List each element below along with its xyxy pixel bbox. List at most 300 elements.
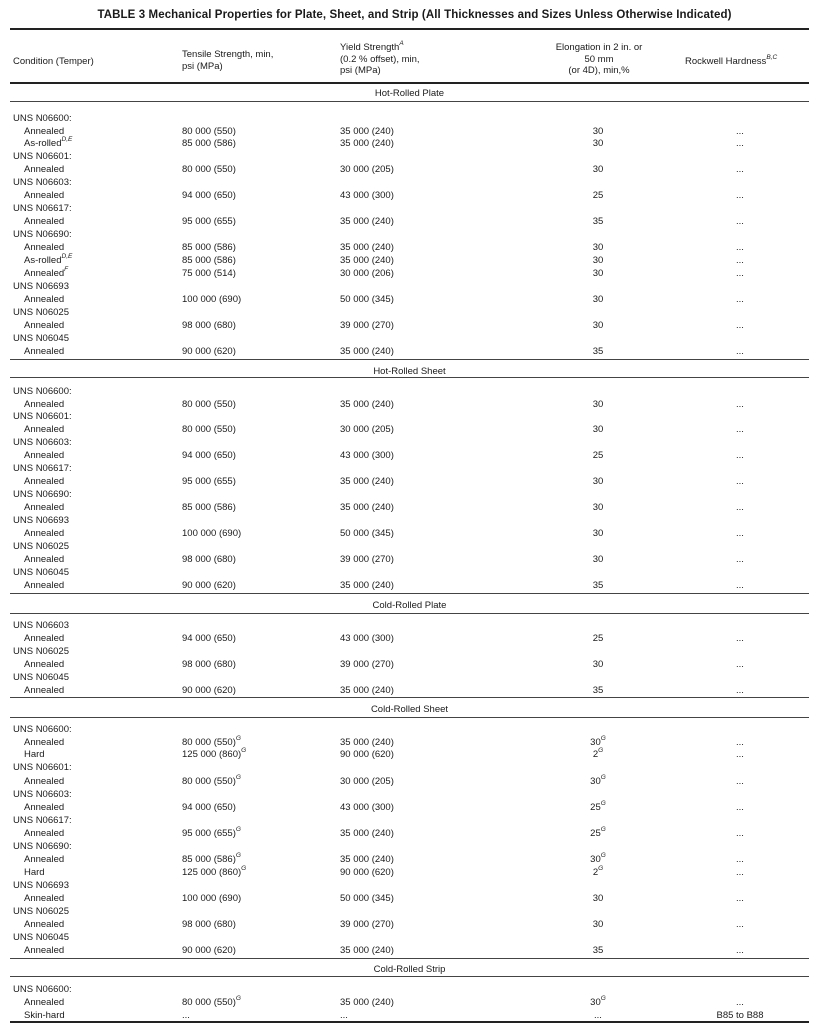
rockwell-cell: ... xyxy=(736,554,744,565)
table-row xyxy=(0,528,829,540)
rockwell-cell: B85 to B88 xyxy=(716,1010,764,1021)
condition-cell xyxy=(24,776,64,788)
condition-text: As-rolled xyxy=(24,138,62,149)
table-row xyxy=(0,138,829,150)
elongation-value: 30 xyxy=(592,126,604,137)
elongation-cell xyxy=(573,126,623,138)
tensile-cell xyxy=(182,450,292,462)
condition-text: UNS N06690: xyxy=(13,229,72,240)
alloy-heading xyxy=(13,463,72,475)
table-row xyxy=(0,424,829,436)
header-rockwell: Rockwell Hardness$^{B,C}$ xyxy=(685,54,778,67)
condition-cell xyxy=(24,828,64,840)
table-row xyxy=(0,489,829,501)
rockwell-cell: ... xyxy=(736,528,744,539)
elongation-cell xyxy=(573,242,623,254)
condition-text: Annealed xyxy=(24,320,65,331)
elongation-value: 25 xyxy=(590,828,601,839)
condition-cell xyxy=(24,346,64,358)
table-row xyxy=(0,268,829,280)
table-row xyxy=(0,502,829,514)
alloy-heading xyxy=(13,177,72,189)
table-row xyxy=(0,685,829,697)
table-row xyxy=(0,554,829,566)
elongation-value: 30 xyxy=(592,268,604,279)
elongation-cell xyxy=(573,138,623,150)
tensile-value: 85 000 (586) xyxy=(182,854,236,865)
elongation-cell xyxy=(573,776,623,788)
table-row xyxy=(0,255,829,267)
elongation-cell xyxy=(573,320,623,332)
elongation-value: 30 xyxy=(592,659,604,670)
condition-cell xyxy=(24,190,64,202)
yield-cell: 35 000 (240) xyxy=(340,242,394,253)
alloy-heading xyxy=(13,151,72,163)
footnote-marker: G xyxy=(241,865,247,872)
condition-text: Annealed xyxy=(24,346,65,357)
condition-text: UNS N06025 xyxy=(13,541,69,552)
tensile-value: 90 000 (620) xyxy=(182,580,236,591)
table-row xyxy=(0,333,829,345)
section-title-rule xyxy=(10,976,809,977)
rockwell-cell: ... xyxy=(736,802,744,813)
rockwell-cell: ... xyxy=(736,919,744,930)
table-row xyxy=(0,320,829,332)
yield-cell: 35 000 (240) xyxy=(340,580,394,591)
tensile-value: 94 000 (650) xyxy=(182,190,236,201)
footnote-marker: G xyxy=(235,852,241,859)
condition-text: Annealed xyxy=(24,945,65,956)
table-row xyxy=(0,880,829,892)
tensile-value: 85 000 (586) xyxy=(182,255,236,266)
condition-text: Annealed xyxy=(24,424,65,435)
table-row xyxy=(0,515,829,527)
table-row xyxy=(0,463,829,475)
alloy-heading xyxy=(13,984,72,996)
tensile-value: 125 000 (860) xyxy=(182,867,242,878)
elongation-cell xyxy=(573,190,623,202)
elongation-value: 30 xyxy=(592,554,604,565)
section-divider xyxy=(10,593,809,594)
footnote-marker: D,E xyxy=(61,136,73,143)
condition-text: Annealed xyxy=(24,633,65,644)
section-title-rule xyxy=(10,613,809,614)
elongation-value: 30 xyxy=(590,737,601,748)
table-row xyxy=(0,307,829,319)
rockwell-cell: ... xyxy=(736,502,744,513)
elongation-cell xyxy=(573,802,623,814)
alloy-heading xyxy=(13,411,72,423)
elongation-value: 25 xyxy=(590,802,601,813)
elongation-cell xyxy=(573,216,623,228)
table-row xyxy=(0,646,829,658)
footnote-marker: G xyxy=(235,735,241,742)
condition-text: UNS N06690: xyxy=(13,489,72,500)
alloy-heading xyxy=(13,724,72,736)
rockwell-cell: ... xyxy=(736,854,744,865)
condition-cell xyxy=(24,216,64,228)
tensile-cell xyxy=(182,828,292,840)
bottom-rule xyxy=(10,1021,809,1023)
section-divider xyxy=(10,82,809,84)
condition-text: As-rolled xyxy=(24,255,62,266)
yield-cell: 35 000 (240) xyxy=(340,255,394,266)
yield-cell: 35 000 (240) xyxy=(340,945,394,956)
rockwell-cell: ... xyxy=(736,776,744,787)
tensile-cell xyxy=(182,893,292,905)
condition-cell xyxy=(24,685,64,697)
condition-text: Annealed xyxy=(24,854,65,865)
rockwell-cell: ... xyxy=(736,320,744,331)
tensile-cell xyxy=(182,242,292,254)
yield-cell: 35 000 (240) xyxy=(340,854,394,865)
elongation-value: 30 xyxy=(592,399,604,410)
rockwell-cell: ... xyxy=(736,580,744,591)
tensile-cell xyxy=(182,554,292,566)
section-title: Cold-Rolled Plate xyxy=(372,600,447,611)
table-row xyxy=(0,828,829,840)
condition-cell xyxy=(24,867,45,879)
elongation-cell xyxy=(573,867,623,879)
section-title-rule xyxy=(10,717,809,718)
tensile-value: 80 000 (550) xyxy=(182,399,236,410)
condition-cell xyxy=(24,502,64,514)
condition-text: Annealed xyxy=(24,268,65,279)
condition-text: Skin-hard xyxy=(24,1010,65,1021)
condition-text: Annealed xyxy=(24,126,65,137)
tensile-cell xyxy=(182,476,292,488)
elongation-cell xyxy=(573,528,623,540)
table-row xyxy=(0,281,829,293)
yield-cell: 35 000 (240) xyxy=(340,126,394,137)
elongation-value: 30 xyxy=(590,997,601,1008)
tensile-cell xyxy=(182,255,292,267)
yield-cell: 35 000 (240) xyxy=(340,476,394,487)
footnote-marker: G xyxy=(600,826,606,833)
footnote-marker: G xyxy=(600,800,606,807)
elongation-value: 30 xyxy=(592,255,604,266)
elongation-value: 25 xyxy=(592,190,604,201)
tensile-value: 80 000 (550) xyxy=(182,424,236,435)
tensile-value: 85 000 (586) xyxy=(182,138,236,149)
condition-text: Annealed xyxy=(24,242,65,253)
elongation-cell xyxy=(573,268,623,280)
condition-cell xyxy=(24,294,64,306)
section-title: Hot-Rolled Plate xyxy=(374,88,445,99)
elongation-cell xyxy=(573,828,623,840)
section-divider xyxy=(10,958,809,959)
condition-text: UNS N06600: xyxy=(13,984,72,995)
elongation-value: 30 xyxy=(592,424,604,435)
table-row xyxy=(0,854,829,866)
condition-cell xyxy=(24,737,64,749)
alloy-heading xyxy=(13,541,69,553)
condition-cell xyxy=(24,528,64,540)
elongation-cell xyxy=(573,424,623,436)
rockwell-cell: ... xyxy=(736,424,744,435)
tensile-cell xyxy=(182,320,292,332)
section-title-rule xyxy=(10,101,809,102)
tensile-cell xyxy=(182,528,292,540)
condition-cell xyxy=(24,633,64,645)
section-divider xyxy=(10,697,809,698)
elongation-cell xyxy=(573,450,623,462)
condition-text: UNS N06025 xyxy=(13,307,69,318)
elongation-value: ... xyxy=(594,1010,602,1021)
top-rule xyxy=(10,28,809,30)
condition-text: Hard xyxy=(24,749,45,760)
yield-cell: 90 000 (620) xyxy=(340,749,394,760)
tensile-cell xyxy=(182,854,292,866)
tensile-value: 98 000 (680) xyxy=(182,320,236,331)
elongation-value: 35 xyxy=(592,216,604,227)
alloy-heading xyxy=(13,672,69,684)
condition-text: Annealed xyxy=(24,685,65,696)
table-row xyxy=(0,411,829,423)
table-row xyxy=(0,346,829,358)
condition-text: UNS N06025 xyxy=(13,906,69,917)
elongation-value: 35 xyxy=(592,580,604,591)
table-row xyxy=(0,294,829,306)
condition-cell xyxy=(24,854,64,866)
header-yield: Yield Strength$^A$ (0.2 % offset), min, psi (MPa) xyxy=(340,40,420,76)
tensile-cell xyxy=(182,502,292,514)
alloy-heading xyxy=(13,841,72,853)
condition-text: UNS N06601: xyxy=(13,151,72,162)
condition-text: Annealed xyxy=(24,828,65,839)
elongation-cell xyxy=(573,255,623,267)
table-row xyxy=(0,672,829,684)
condition-cell xyxy=(24,749,45,761)
tensile-value: 98 000 (680) xyxy=(182,554,236,565)
yield-cell: 35 000 (240) xyxy=(340,216,394,227)
condition-cell xyxy=(24,399,64,411)
elongation-cell xyxy=(573,502,623,514)
rockwell-cell: ... xyxy=(736,737,744,748)
rockwell-cell: ... xyxy=(736,126,744,137)
alloy-heading xyxy=(13,932,69,944)
yield-cell: 30 000 (205) xyxy=(340,424,394,435)
elongation-value: 25 xyxy=(592,633,604,644)
table-row xyxy=(0,386,829,398)
table-row xyxy=(0,126,829,138)
elongation-value: 35 xyxy=(592,945,604,956)
condition-text: Annealed xyxy=(24,919,65,930)
tensile-cell xyxy=(182,126,292,138)
elongation-value: 30 xyxy=(592,242,604,253)
tensile-value: 100 000 (690) xyxy=(182,528,242,539)
table-row xyxy=(0,229,829,241)
footnote-marker: G xyxy=(600,735,606,742)
table-row xyxy=(0,893,829,905)
alloy-heading xyxy=(13,815,72,827)
tensile-value: 90 000 (620) xyxy=(182,945,236,956)
rockwell-cell: ... xyxy=(736,867,744,878)
elongation-cell xyxy=(573,749,623,761)
elongation-cell xyxy=(573,399,623,411)
tensile-value: 125 000 (860) xyxy=(182,749,242,760)
alloy-heading xyxy=(13,333,69,345)
yield-cell: 43 000 (300) xyxy=(340,633,394,644)
condition-text: Annealed xyxy=(24,893,65,904)
yield-cell: 90 000 (620) xyxy=(340,867,394,878)
alloy-heading xyxy=(13,437,72,449)
table-row xyxy=(0,815,829,827)
condition-cell xyxy=(24,138,72,150)
tensile-value: 85 000 (586) xyxy=(182,242,236,253)
tensile-value: 80 000 (550) xyxy=(182,776,236,787)
table-row xyxy=(0,177,829,189)
footnote-marker: D,E xyxy=(61,253,73,260)
alloy-heading xyxy=(13,906,69,918)
condition-cell xyxy=(24,268,68,280)
tensile-cell xyxy=(182,867,292,879)
condition-text: Annealed xyxy=(24,502,65,513)
tensile-cell xyxy=(182,945,292,957)
tensile-value: 90 000 (620) xyxy=(182,346,236,357)
table-row xyxy=(0,932,829,944)
rockwell-cell: ... xyxy=(736,633,744,644)
footnote-marker: G xyxy=(598,865,604,872)
header-condition: Condition (Temper) xyxy=(13,56,94,67)
yield-cell: 35 000 (240) xyxy=(340,138,394,149)
footnote-marker: G xyxy=(235,995,241,1002)
yield-cell: 35 000 (240) xyxy=(340,997,394,1008)
tensile-value: 80 000 (550) xyxy=(182,997,236,1008)
table-row xyxy=(0,762,829,774)
condition-text: UNS N06617: xyxy=(13,463,72,474)
condition-cell xyxy=(24,659,64,671)
tensile-cell xyxy=(182,802,292,814)
condition-text: Annealed xyxy=(24,737,65,748)
tensile-value: 95 000 (655) xyxy=(182,216,236,227)
rockwell-cell: ... xyxy=(736,255,744,266)
section-title: Cold-Rolled Sheet xyxy=(370,704,449,715)
tensile-value: 94 000 (650) xyxy=(182,633,236,644)
condition-text: Annealed xyxy=(24,164,65,175)
tensile-value: 95 000 (655) xyxy=(182,828,236,839)
condition-text: Annealed xyxy=(24,802,65,813)
elongation-cell xyxy=(573,659,623,671)
header-tensile: Tensile Strength, min, psi (MPa) xyxy=(182,49,274,72)
elongation-value: 30 xyxy=(590,776,601,787)
elongation-cell xyxy=(573,346,623,358)
tensile-value: 80 000 (550) xyxy=(182,126,236,137)
table-row xyxy=(0,620,829,632)
rockwell-cell: ... xyxy=(736,242,744,253)
footnote-marker: F xyxy=(64,266,69,273)
tensile-value: 80 000 (550) xyxy=(182,164,236,175)
tensile-value: 98 000 (680) xyxy=(182,659,236,670)
elongation-value: 2 xyxy=(592,867,599,878)
table-row xyxy=(0,242,829,254)
yield-cell: 35 000 (240) xyxy=(340,737,394,748)
condition-text: UNS N06603 xyxy=(13,620,69,631)
condition-text: UNS N06600: xyxy=(13,386,72,397)
tensile-value: 95 000 (655) xyxy=(182,476,236,487)
condition-cell xyxy=(24,580,64,592)
condition-text: Hard xyxy=(24,867,45,878)
footnote-marker: G xyxy=(598,747,604,754)
yield-cell: 39 000 (270) xyxy=(340,659,394,670)
condition-text: Annealed xyxy=(24,450,65,461)
table-row xyxy=(0,567,829,579)
table-row xyxy=(0,776,829,788)
tensile-value: 94 000 (650) xyxy=(182,802,236,813)
elongation-cell xyxy=(573,893,623,905)
tensile-value: 100 000 (690) xyxy=(182,294,242,305)
yield-cell: 30 000 (205) xyxy=(340,776,394,787)
alloy-heading xyxy=(13,620,69,632)
footnote-marker: G xyxy=(600,852,606,859)
footnote-marker: G xyxy=(600,774,606,781)
alloy-heading xyxy=(13,229,72,241)
elongation-value: 30 xyxy=(592,919,604,930)
yield-cell: 50 000 (345) xyxy=(340,893,394,904)
alloy-heading xyxy=(13,880,69,892)
rockwell-cell: ... xyxy=(736,685,744,696)
elongation-cell xyxy=(573,919,623,931)
alloy-heading xyxy=(13,281,69,293)
condition-text: Annealed xyxy=(24,294,65,305)
tensile-cell xyxy=(182,190,292,202)
condition-text: Annealed xyxy=(24,580,65,591)
rockwell-cell: ... xyxy=(736,138,744,149)
tensile-cell xyxy=(182,919,292,931)
header-elongation: Elongation in 2 in. or 50 mm (or 4D), min,% xyxy=(555,42,643,76)
condition-text: Annealed xyxy=(24,997,65,1008)
condition-text: UNS N06693 xyxy=(13,281,69,292)
table-row xyxy=(0,659,829,671)
yield-cell: 43 000 (300) xyxy=(340,802,394,813)
elongation-value: 30 xyxy=(592,502,604,513)
yield-cell: 50 000 (345) xyxy=(340,528,394,539)
yield-cell: 39 000 (270) xyxy=(340,554,394,565)
condition-cell xyxy=(24,424,64,436)
tensile-cell xyxy=(182,216,292,228)
rockwell-cell: ... xyxy=(736,997,744,1008)
yield-cell: 35 000 (240) xyxy=(340,685,394,696)
elongation-value: 2 xyxy=(592,749,599,760)
section-divider xyxy=(10,359,809,360)
footnote-marker: G xyxy=(235,826,241,833)
table-row xyxy=(0,749,829,761)
condition-text: UNS N06045 xyxy=(13,333,69,344)
table-row xyxy=(0,190,829,202)
condition-text: UNS N06045 xyxy=(13,567,69,578)
elongation-cell xyxy=(573,945,623,957)
table-row xyxy=(0,203,829,215)
rockwell-cell: ... xyxy=(736,268,744,279)
condition-cell xyxy=(24,126,64,138)
condition-text: UNS N06045 xyxy=(13,932,69,943)
elongation-value: 30 xyxy=(592,138,604,149)
table-row xyxy=(0,164,829,176)
table-row xyxy=(0,216,829,228)
section-title-rule xyxy=(10,377,809,378)
condition-text: Annealed xyxy=(24,216,65,227)
rockwell-cell: ... xyxy=(736,659,744,670)
rockwell-cell: ... xyxy=(736,164,744,175)
alloy-heading xyxy=(13,386,72,398)
condition-text: Annealed xyxy=(24,528,65,539)
rockwell-cell: ... xyxy=(736,346,744,357)
tensile-cell xyxy=(182,164,292,176)
condition-cell xyxy=(24,945,64,957)
condition-text: Annealed xyxy=(24,776,65,787)
condition-cell xyxy=(24,802,64,814)
yield-cell: 43 000 (300) xyxy=(340,450,394,461)
